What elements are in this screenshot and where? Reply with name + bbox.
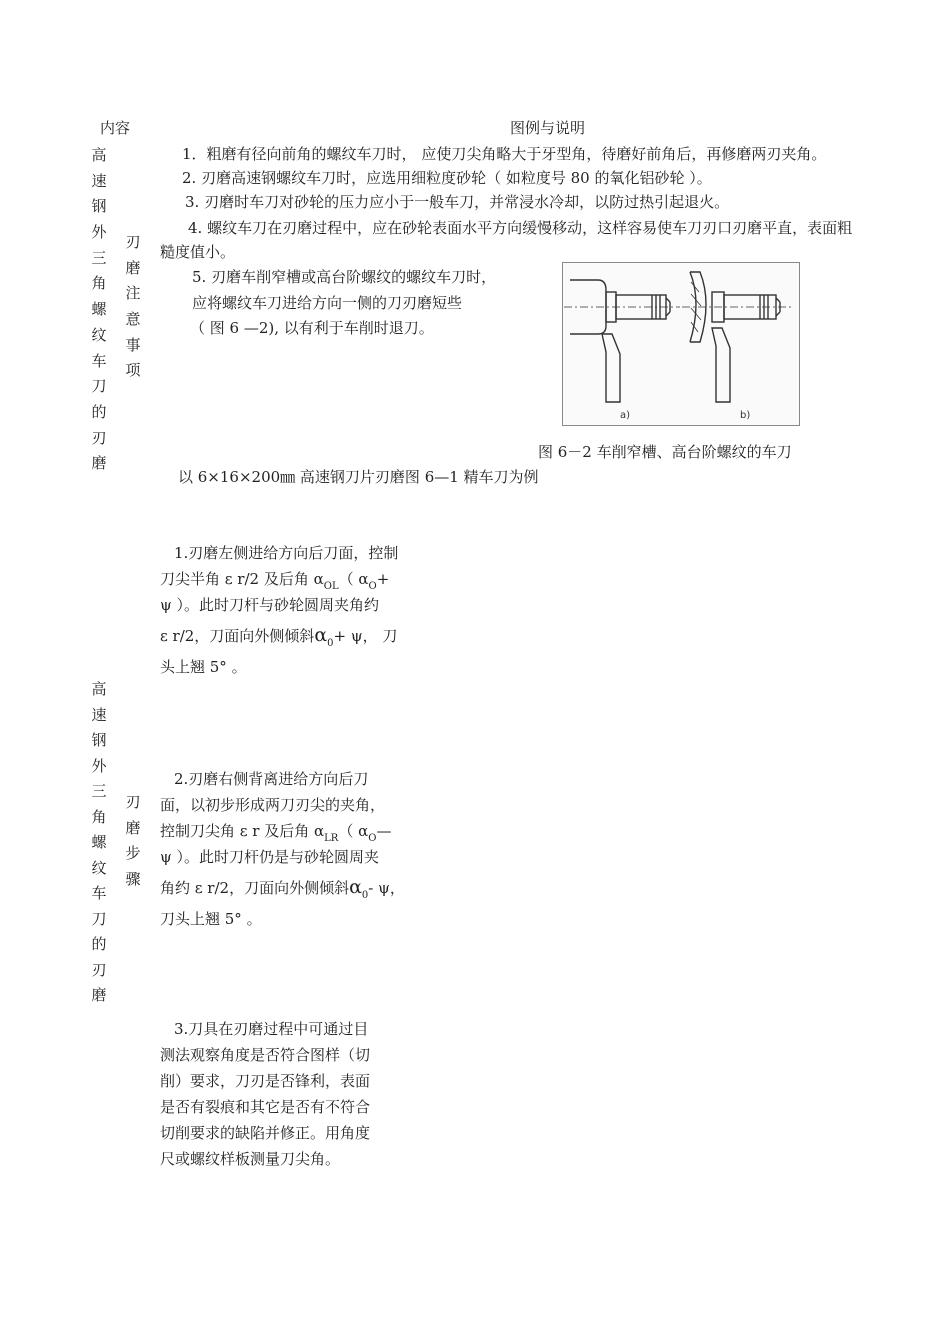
section2-title-char: 速: [91, 705, 107, 724]
section2-title-char: 螺: [91, 833, 107, 851]
section1-title-char: 三: [91, 248, 107, 267]
step-1-l1: 1.刃磨左侧进给方向后刀面，控制: [174, 544, 399, 562]
note-2: 2. 刃磨高速钢螺纹车刀时，应选用细粒度砂轮（ 如粒度号 80 的氧化铝砂轮 ）。: [182, 169, 712, 187]
section1-title-char: 的: [91, 402, 107, 421]
section1-title-char: 纹: [91, 325, 107, 344]
step-3-line: 切削要求的缺陷并修正。用角度: [160, 1124, 371, 1142]
note-5-l3: （ 图 6 —2), 以有利于车削时退刀。: [190, 319, 434, 337]
section1-subtitle-char: 注: [125, 284, 141, 303]
note-5-l2: 应将螺纹车刀进给方向一侧的刀刃磨短些: [192, 294, 463, 312]
note-5-l1: 5. 刃磨车削窄槽或高台阶螺纹的螺纹车刀时，: [192, 268, 497, 286]
step-1-l3: ψ ）。此时刀杆与砂轮圆周夹角约: [160, 596, 380, 614]
section2-title-char: 刀: [91, 909, 107, 928]
step-2-l3: 控制刀尖角 ε r 及后角 $\alpha_{LR}$（ $\alpha_O—$: [160, 822, 392, 844]
section2-title-char: 三: [91, 782, 107, 800]
section1-subtitle-char: 项: [125, 361, 141, 380]
step-2-l1: 2.刃磨右侧背离进给方向后刀: [174, 770, 369, 788]
section1-title-char: 磨: [91, 454, 107, 473]
section2-title-char: 的: [91, 935, 107, 953]
figure-label-a: a): [620, 410, 631, 421]
section2-title-char: 角: [91, 807, 107, 826]
section1-title-char: 角: [91, 274, 107, 293]
section1-subtitle-char: 磨: [125, 258, 141, 277]
section1-subtitle-char: 意: [125, 310, 141, 329]
section2-subtitle: [123, 790, 143, 893]
step-3-line: 测法观察角度是否符合图样（切: [160, 1046, 371, 1064]
section1-title-char: 外: [91, 223, 107, 242]
step-3: [160, 1016, 370, 1172]
step-2: [160, 766, 405, 934]
section1-subtitle-char: 事: [125, 335, 141, 354]
step-2-l5: 角约 ε r/2，刀面向外侧倾斜$\alpha_0-$ ψ，: [160, 876, 405, 901]
step-3-line: 3.刀具在刃磨过程中可通过目: [174, 1020, 369, 1038]
section1-title-char: 刀: [91, 377, 107, 396]
step-2-l2: 面，以初步形成两刀刃尖的夹角，: [160, 796, 386, 814]
example-line: 以 6×16×200㎜ 高速钢刀片刃磨图 6—1 精车刀为例: [178, 468, 539, 486]
section2-subtitle-char: 磨: [125, 818, 141, 837]
header-content: 内容: [100, 119, 131, 137]
figure-6-2: [562, 262, 800, 426]
section1-subtitle-char: 刃: [125, 233, 141, 251]
figure-label-b: b): [740, 410, 751, 421]
step-2-l4: ψ ）。此时刀杆仍是与砂轮圆周夹: [160, 848, 380, 866]
section2-title-char: 车: [91, 884, 107, 902]
section1-title: [89, 143, 109, 477]
figure-caption: 图 6－2 车削窄槽、高台阶螺纹的车刀: [538, 443, 792, 461]
section2-title-char: 外: [91, 756, 107, 775]
section2-title-char: 磨: [91, 986, 107, 1004]
step-1: [160, 540, 398, 682]
section1-title-char: 刃: [91, 428, 107, 447]
step-1-l4: ε r/2，刀面向外侧倾斜$\alpha_0+ \psi$， 刀: [160, 624, 398, 649]
note-1: 1．粗磨有径向前角的螺纹车刀时， 应使刀尖角略大于牙型角，待磨好前角后，再修磨两刃夹角。: [182, 145, 827, 163]
section2-title-char: 钢: [91, 731, 107, 749]
step-3-line: 是否有裂痕和其它是否有不符合: [160, 1098, 371, 1116]
step-1-l5: 头上翘 5° 。: [160, 658, 247, 676]
section1-title-char: 螺: [91, 300, 107, 319]
section1-subtitle: [123, 230, 143, 384]
section2-title-char: 高: [91, 680, 107, 698]
section2-title: [89, 677, 109, 1009]
step-2-l6: 刀头上翘 5° 。: [160, 910, 262, 928]
section1-title-char: 车: [91, 351, 107, 370]
section1-title-char: 钢: [91, 197, 107, 216]
note-4-cont: 糙度值小。: [160, 243, 236, 261]
note-3: 3. 刃磨时车刀对砂轮的压力应小于一般车刀，并常浸水冷却，以防过热引起退火。: [185, 193, 730, 211]
section2-title-char: 纹: [91, 858, 107, 877]
section2-subtitle-char: 骤: [125, 870, 141, 889]
section2-subtitle-char: 刃: [125, 793, 141, 811]
section2-subtitle-char: 步: [125, 844, 141, 863]
section1-title-char: 高: [91, 146, 107, 164]
section2-title-char: 刃: [91, 960, 107, 979]
step-3-line: 尺或螺纹样板测量刀尖角。: [160, 1150, 341, 1168]
note-4: 4. 螺纹车刀在刃磨过程中，应在砂轮表面水平方向缓慢移动，这样容易使车刀刃口刃磨平直，表面粗: [188, 219, 853, 237]
section1-title-char: 速: [91, 171, 107, 190]
step-3-line: 削）要求，刀刃是否锋利，表面: [160, 1072, 371, 1090]
header-figure: 图例与说明: [510, 119, 586, 137]
step-1-l2: 刀尖半角 ε r/2 及后角 $\alpha_{OL}$（ $\alpha_O+$: [160, 570, 390, 592]
